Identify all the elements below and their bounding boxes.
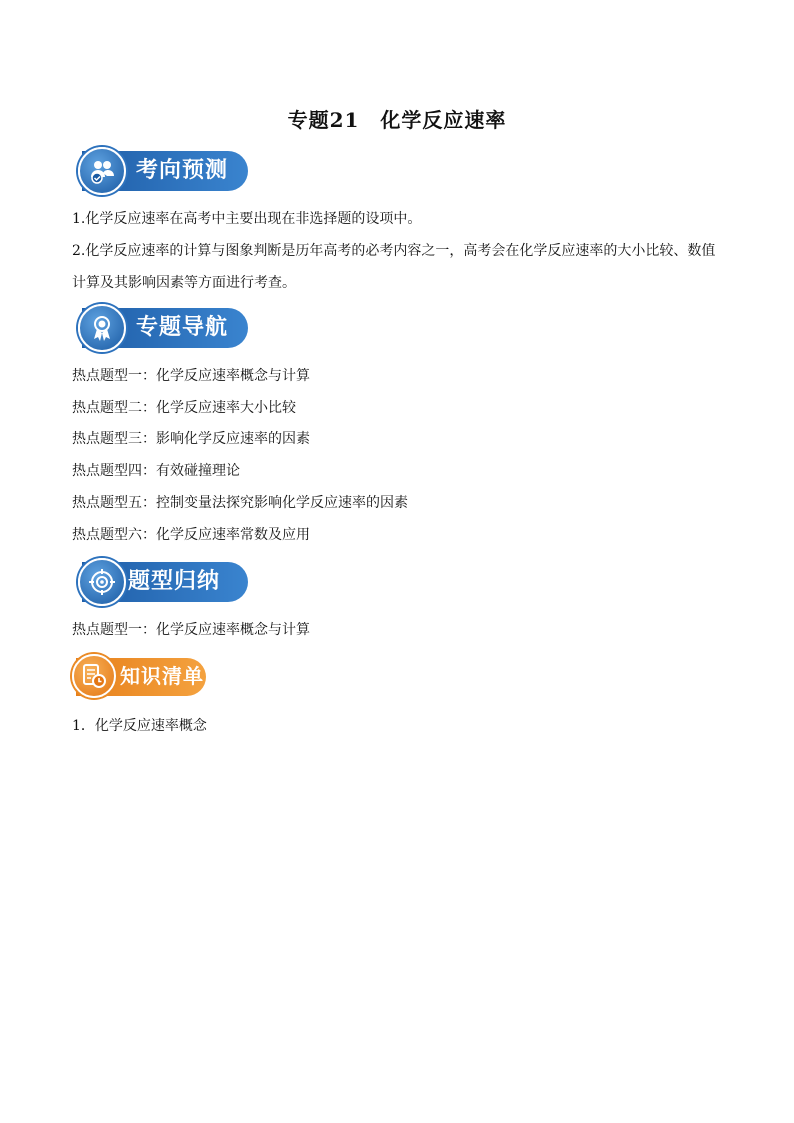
- summary-item-1: 热点题型一：化学反应速率概念与计算: [72, 622, 310, 638]
- nav-item-4: 热点题型四：有效碰撞理论: [72, 463, 240, 479]
- award-ribbon-icon: [78, 304, 126, 352]
- forecast-item-1: 1.化学反应速率在高考中主要出现在非选择题的设项中。: [72, 211, 422, 227]
- banner-knowledge: [72, 654, 214, 698]
- document-clock-icon: [72, 654, 116, 698]
- banner-navigation: [78, 304, 254, 348]
- nav-item-2: 热点题型二：化学反应速率大小比较: [72, 400, 296, 416]
- people-check-icon: [78, 147, 126, 195]
- banner-summary: [78, 558, 254, 602]
- page-title: 专题21 化学反应速率: [287, 108, 507, 132]
- nav-item-3: 热点题型三：影响化学反应速率的因素: [72, 431, 310, 447]
- banner-knowledge-label: 知识清单: [120, 664, 204, 688]
- banner-navigation-label: 专题导航: [136, 315, 229, 340]
- target-icon: [78, 558, 126, 606]
- knowledge-item-1: 1．化学反应速率概念: [72, 718, 207, 734]
- banner-summary-label: 题型归纳: [128, 569, 221, 594]
- banner-forecast: [78, 147, 254, 191]
- nav-item-1: 热点题型一：化学反应速率概念与计算: [72, 368, 310, 384]
- nav-item-5: 热点题型五：控制变量法探究影响化学反应速率的因素: [72, 495, 408, 511]
- banner-forecast-label: 考向预测: [136, 158, 229, 183]
- forecast-item-2: 2.化学反应速率的计算与图象判断是历年高考的必考内容之一，高考会在化学反应速率的大小比较、数值计算及其影响因素等方面进行考查。: [72, 243, 716, 291]
- nav-item-6: 热点题型六：化学反应速率常数及应用: [72, 527, 310, 543]
